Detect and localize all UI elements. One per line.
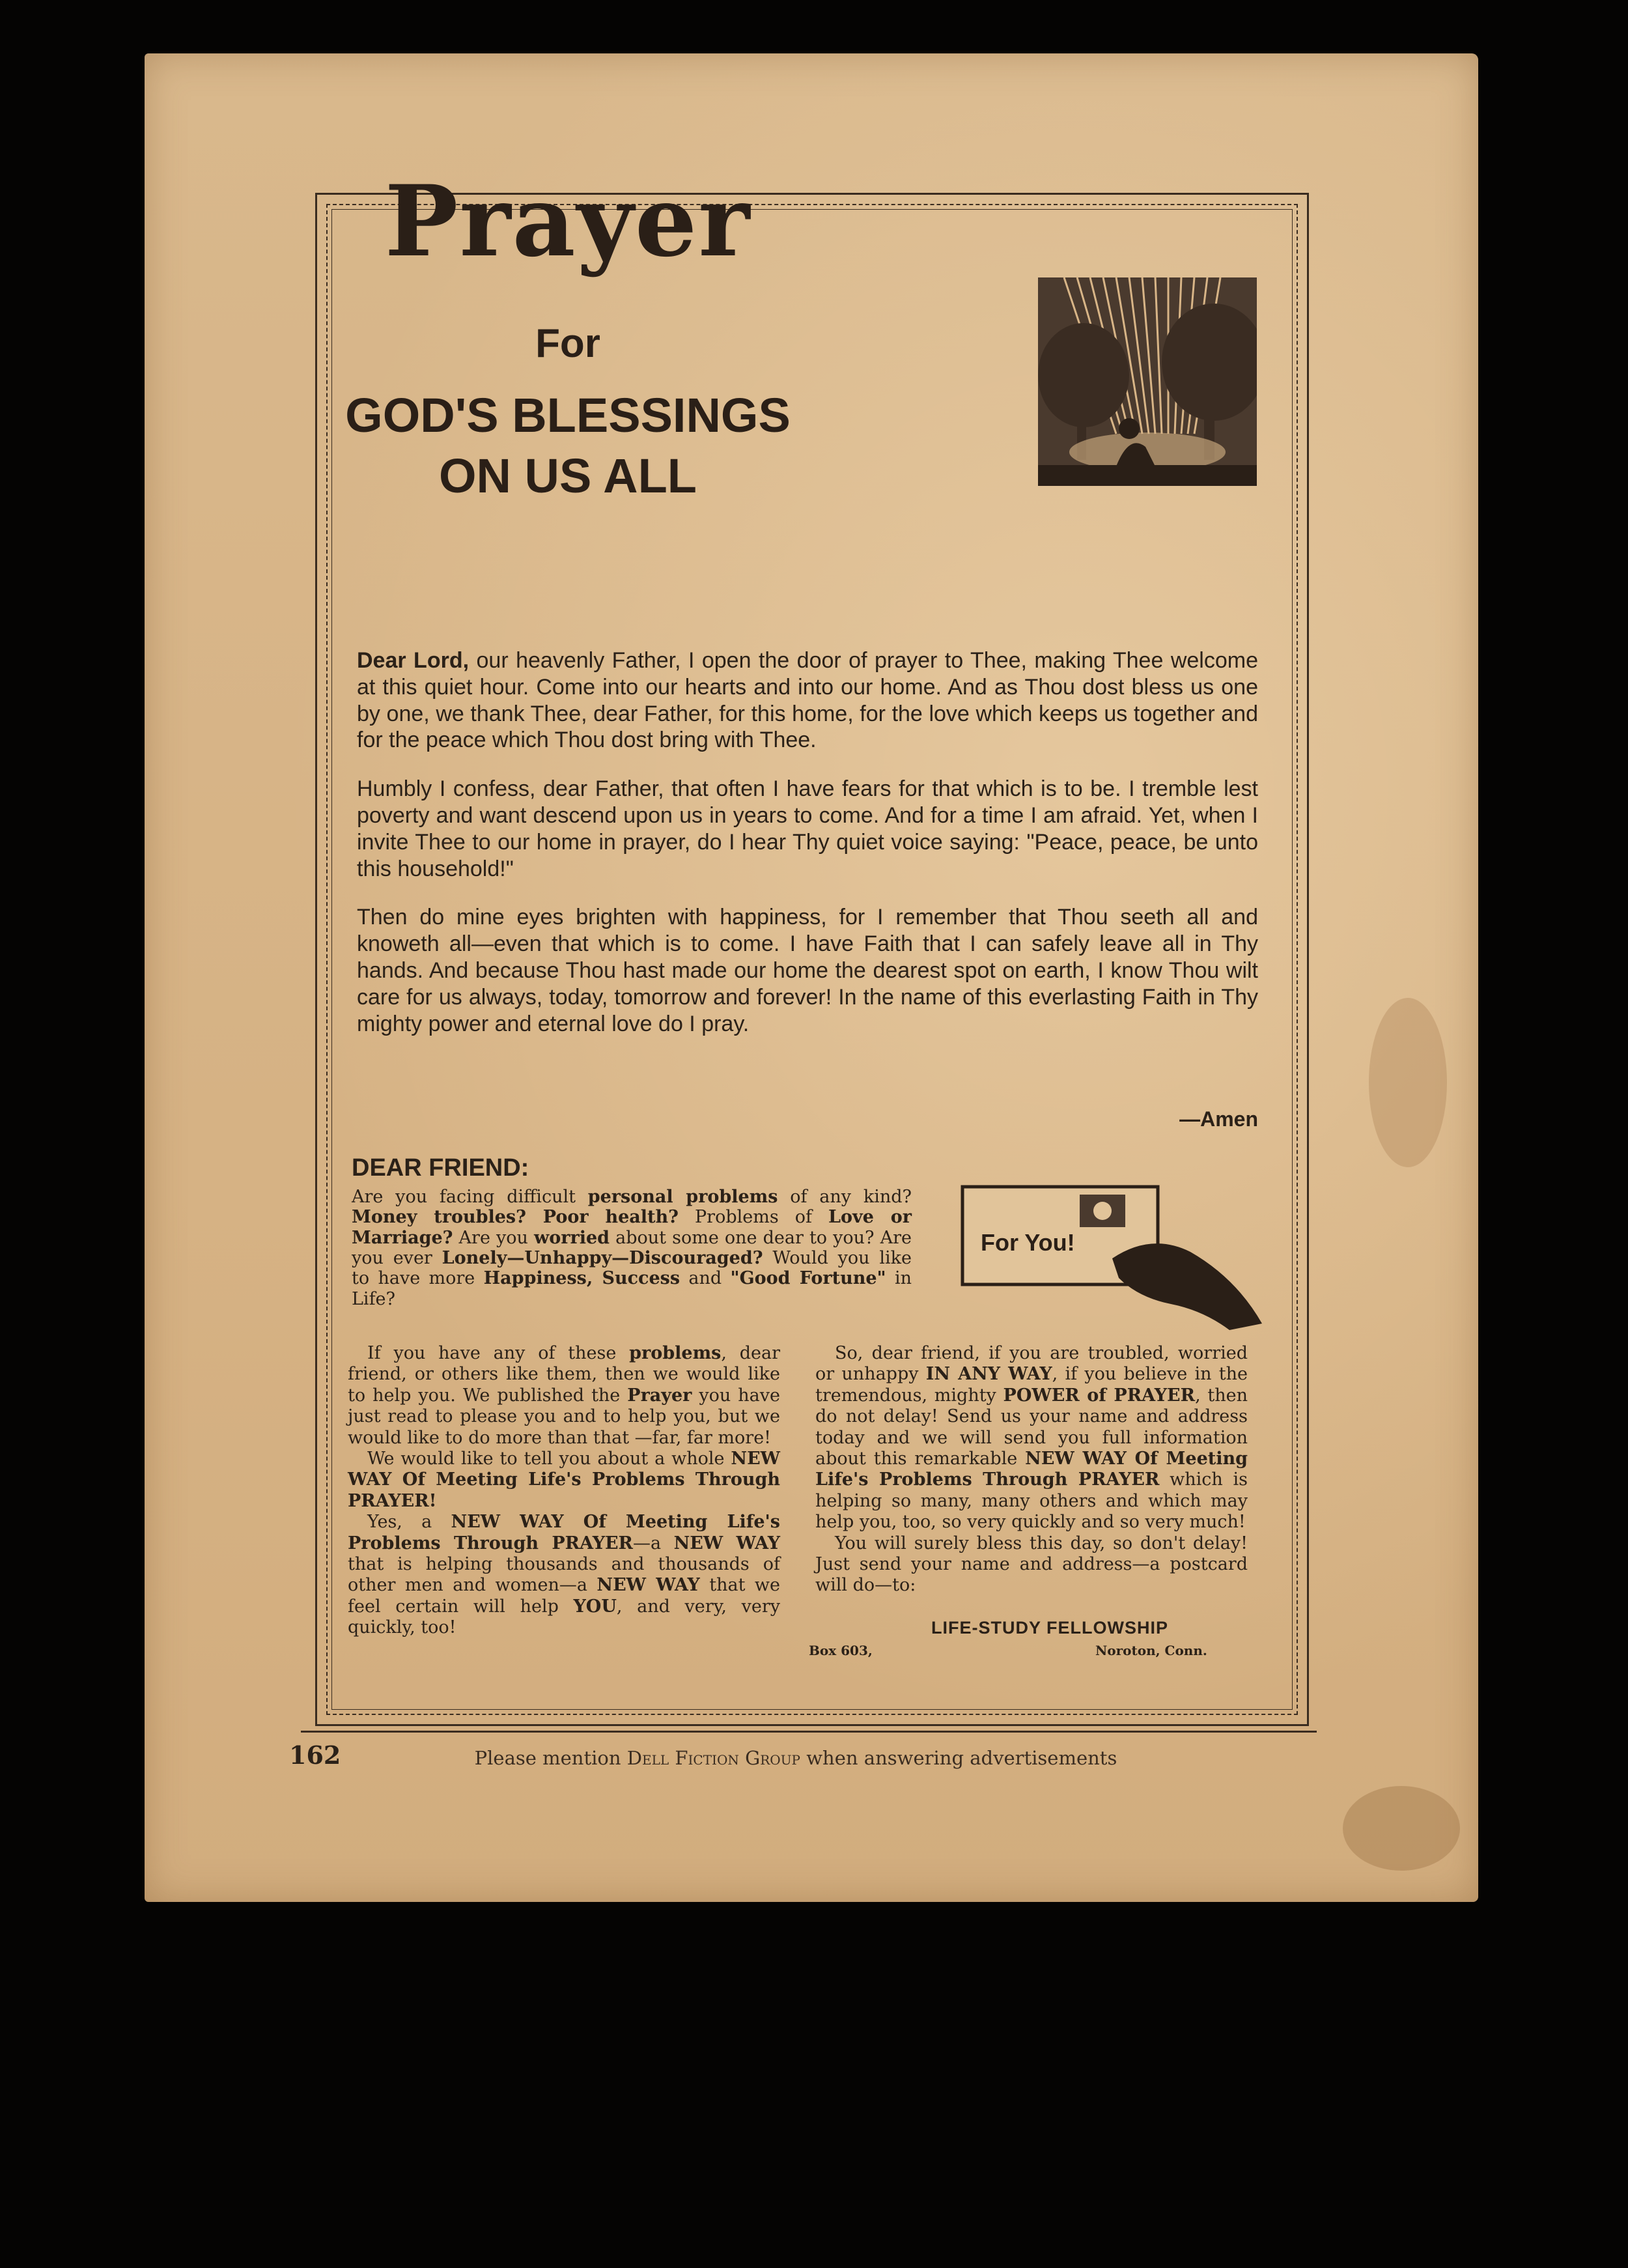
intro-bold: Happiness, Success xyxy=(483,1268,681,1289)
forest-woodcut-illustration xyxy=(1038,277,1257,486)
right-text: So, dear friend, if you are troubled, worried or unhappy xyxy=(815,1343,1248,1385)
right-paragraph-1 xyxy=(815,1343,1248,1533)
left-bold: Prayer xyxy=(627,1385,692,1406)
left-text: that we feel certain will help xyxy=(348,1575,780,1617)
intro-text: and xyxy=(680,1268,731,1289)
sender-city: Noroton, Conn. xyxy=(1095,1643,1207,1658)
footer-text: when answering advertisements xyxy=(800,1747,1117,1769)
left-bold: NEW WAY Of Meeting Life's Problems Through PRAYER! xyxy=(348,1448,780,1511)
left-paragraph-3 xyxy=(348,1512,780,1638)
dear-friend-intro xyxy=(352,1187,912,1309)
intro-text: Are you facing difficult xyxy=(352,1187,588,1207)
amen: —Amen xyxy=(1179,1107,1258,1131)
magazine-page xyxy=(145,53,1478,1902)
ad-title: Prayer xyxy=(384,164,751,279)
intro-text: about some one dear to you? Are you ever xyxy=(352,1227,912,1268)
intro-text: Would you like to have more xyxy=(352,1247,912,1289)
prayer-text xyxy=(357,647,1258,1059)
age-stain xyxy=(1343,1786,1460,1871)
intro-text: Are you xyxy=(453,1227,535,1248)
left-bold: YOU xyxy=(573,1596,617,1617)
left-text: , dear friend, or others like them, then we would like to help you. We published the xyxy=(348,1343,780,1406)
intro-bold: Money troubles? Poor health? xyxy=(352,1207,679,1228)
left-text: If you have any of these xyxy=(367,1343,630,1363)
ad-subtitle xyxy=(301,386,835,506)
left-bold: NEW WAY Of Meeting Life's Problems Through PRAYER xyxy=(348,1512,780,1553)
intro-text: Problems of xyxy=(678,1207,829,1228)
left-paragraph-1 xyxy=(348,1343,780,1449)
sender-box: Box 603, xyxy=(809,1643,873,1658)
ad-subtitle-line1: GOD'S BLESSINGS xyxy=(345,388,791,442)
footer-note xyxy=(405,1747,1186,1769)
prayer-paragraph-1 xyxy=(357,647,1258,754)
left-text: We would like to tell you about a whole xyxy=(367,1448,731,1469)
dear-friend-heading: DEAR FRIEND: xyxy=(352,1154,529,1182)
left-text: —a xyxy=(633,1533,674,1553)
left-text: you have just read to please you and to help you, but we would like to do more than that —far, far more! xyxy=(348,1385,780,1448)
left-bold: NEW WAY xyxy=(673,1533,780,1553)
right-bold: POWER of PRAYER xyxy=(1003,1385,1196,1406)
ad-column-left xyxy=(348,1343,780,1638)
prayer-paragraph-1-text: our heavenly Father, I open the door of prayer to Thee, making Thee welcome at this quiet hour. Come into our hearts and into our home. And as Thou dost bless us one by one, we thank Thee, dear Father, for this home, for the love which keeps us together and for the peace which Thou dost bring with Thee. xyxy=(357,648,1258,753)
intro-text: of any kind? xyxy=(778,1187,912,1207)
right-bold: NEW WAY Of Meeting Life's Problems Through PRAYER xyxy=(815,1448,1248,1490)
prayer-paragraph-2: Humbly I confess, dear Father, that often I have fears for that which is to be. I tremble lest poverty and want descend upon us in years to come. And for a time I am afraid. Yet, when I invite Thee to our home in prayer, do I hear Thy quiet voice saying: "Peace, peace, be unto this household!" xyxy=(357,776,1258,881)
intro-bold: Love or Marriage? xyxy=(352,1207,912,1248)
ad-column-right xyxy=(815,1343,1248,1596)
left-bold: NEW WAY xyxy=(596,1575,700,1596)
envelope-svg xyxy=(956,1180,1275,1337)
intro-text: in Life? xyxy=(352,1268,912,1309)
right-text: , if you believe in the tremendous, mighty xyxy=(815,1364,1248,1406)
footer-brand: Dell Fiction Group xyxy=(626,1747,801,1769)
right-text: which is helping so many, many others and which may help you, too, so very quickly and so very much! xyxy=(815,1469,1248,1533)
prayer-lead: Dear Lord, xyxy=(357,648,470,673)
envelope-hand-illustration xyxy=(956,1180,1275,1337)
left-text: Yes, a xyxy=(367,1512,451,1533)
age-stain xyxy=(1369,998,1447,1167)
intro-bold: worried xyxy=(534,1227,610,1248)
footer-rule xyxy=(301,1731,1317,1733)
sender-name: LIFE-STUDY FELLOWSHIP xyxy=(931,1618,1168,1637)
intro-bold: personal problems xyxy=(587,1187,778,1207)
ad-subtitle-for: For xyxy=(535,321,600,366)
left-paragraph-2 xyxy=(348,1449,780,1512)
prayer-paragraph-3: Then do mine eyes brighten with happiness, for I remember that Thou seeth all and knoweth all—even that which is to come. I have Faith that I can safely leave all in Thy hands. And because Thou hast made our home the dearest spot on earth, I know Thou wilt care for us always, today, tomorrow and forever! In the name of this everlasting Faith in Thy mighty power and eternal love do I pray. xyxy=(357,905,1258,1036)
left-bold: problems xyxy=(629,1343,722,1363)
footer-text: Please mention xyxy=(474,1747,627,1769)
ad-subtitle-line2: ON US ALL xyxy=(438,448,697,503)
woodcut-svg xyxy=(1038,277,1257,486)
intro-bold: "Good Fortune" xyxy=(730,1268,886,1289)
intro-bold: Lonely—Unhappy—Discouraged? xyxy=(442,1247,763,1268)
right-text: , then do not delay! Send us your name and address today and we will send you full information about this remarkable xyxy=(815,1385,1248,1469)
right-bold: IN ANY WAY xyxy=(925,1364,1052,1385)
page-number: 162 xyxy=(289,1740,341,1770)
envelope-text: For You! xyxy=(981,1229,1075,1256)
left-text: , and very, very quickly, too! xyxy=(348,1596,780,1638)
left-text: that is helping thousands and thousands of other men and women—a xyxy=(348,1553,780,1596)
right-paragraph-2: You will surely bless this day, so don't delay! Just send your name and address—a postcard will do—to: xyxy=(815,1533,1248,1596)
